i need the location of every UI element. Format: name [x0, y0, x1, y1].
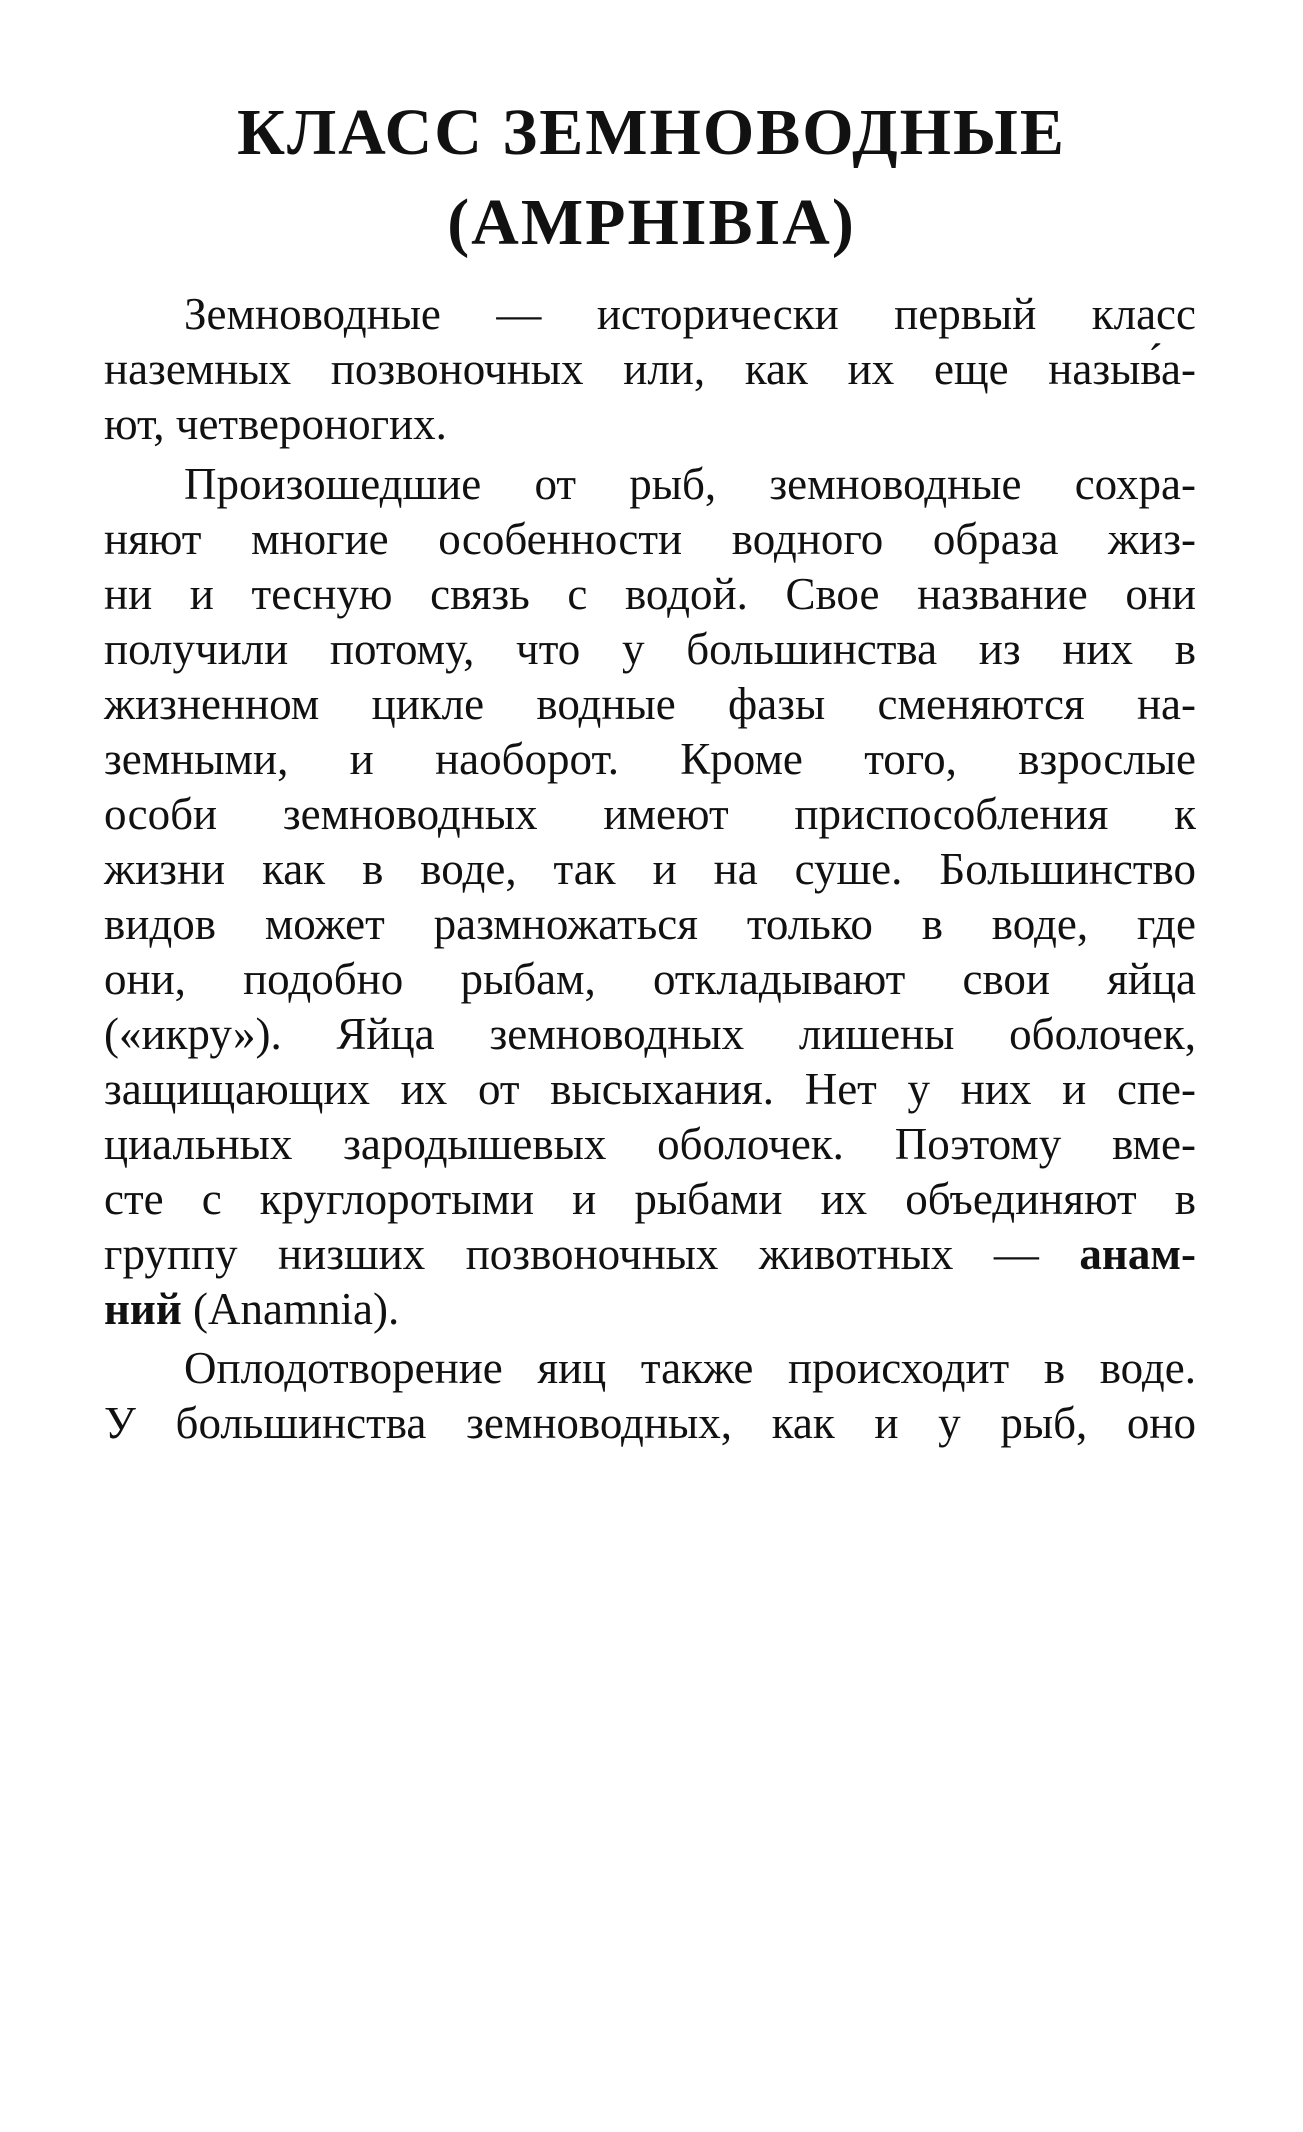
paragraph-2-line-15 — [104, 1226, 1196, 1282]
line-16-text: (Anamnia). — [193, 1284, 400, 1334]
paragraph-2-line-1: Произошедшие от рыб, земноводные сохра- — [184, 459, 1196, 509]
paragraph-3-line-2: У большинства земноводных, как и у рыб, оно — [104, 1398, 1196, 1448]
line-15-text: группу низших позвоночных животных — — [104, 1229, 1039, 1279]
paragraph-2-line-9: видов может размножаться только в воде, где — [104, 899, 1196, 949]
chapter-title-line-1: КЛАСС ЗЕМНОВОДНЫЕ — [237, 96, 1066, 169]
paragraph-2-line-13: циальных зародышевых оболочек. Поэтому вме- — [104, 1119, 1196, 1169]
paragraph-1-line-1: Земноводные — исторически первый класс — [184, 289, 1196, 339]
paragraph-2-line-3: ни и тесную связь с водой. Свое название они — [104, 569, 1196, 619]
paragraph-2-line-6: земными, и наоборот. Кроме того, взрослые — [104, 734, 1196, 784]
paragraph-2-line-10: они, подобно рыбам, откладывают свои яйца — [104, 954, 1196, 1004]
paragraph-2-line-14: сте с круглоротыми и рыбами их объединяют в — [104, 1174, 1196, 1224]
paragraph-3-line-1: Оплодотворение яиц также происходит в воде. — [184, 1343, 1196, 1393]
paragraph-2-line-7: особи земноводных имеют приспособления к — [104, 789, 1196, 839]
paragraph-2-line-16 — [104, 1281, 1196, 1337]
paragraph-2-line-5: жизненном цикле водные фазы сменяются на- — [104, 679, 1196, 729]
paragraph-2-line-8: жизни как в воде, так и на суше. Большинство — [104, 844, 1196, 894]
paragraph-1-line-3: ют, четвероногих. — [104, 399, 447, 449]
paragraph-2-line-12: защищающих их от высыхания. Нет у них и спе- — [104, 1064, 1196, 1114]
paragraph-1-line-2: наземных позвоночных или, как их еще назыв́а- — [104, 344, 1196, 394]
term-anamnia-part-2: ний — [104, 1284, 182, 1334]
paragraph-2-line-11: («икру»). Яйца земноводных лишены оболочек, — [104, 1009, 1196, 1059]
paragraph-2-line-4: получили потому, что у большинства из них в — [104, 624, 1196, 674]
paragraph-2-line-2: няют многие особенности водного образа жиз- — [104, 514, 1196, 564]
term-anamnia-part-1: анам- — [1079, 1229, 1196, 1279]
chapter-title-line-2: (AMPHIBIA) — [447, 186, 856, 259]
